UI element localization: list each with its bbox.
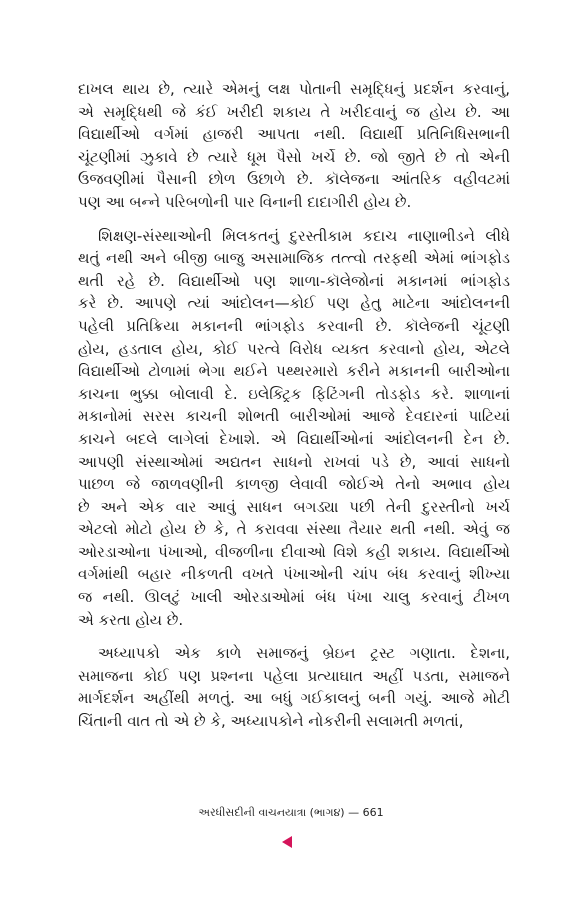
text-line: છે અને એક વાર આવું સાધન બગડ્યા પછી તેની દુરસ્તીનો ખર્ચ [78,497,510,516]
text-line: થતું નથી અને બીજી બાજુ અસામાજિક તત્ત્વો તરફથી એમાં ભાંગફોડ [78,249,510,268]
paragraph [78,642,510,732]
text-line: ચિંતાની વાત તો એ છે કે, અધ્યાપકોને નોકરીની સલામતી મળતાં, [78,712,464,731]
text-line: એટલો મોટો હોય છે કે, તે કરાવવા સંસ્થા તૈયાર થતી નથી. એવું જ [78,520,510,539]
text-line: મકાનોમાં સરસ કાચની શોભતી બારીઓમાં આજે દેવદારનાં પાટિયાં [78,407,510,426]
footer-separator: — [348,806,360,819]
text-line: પણ આ બન્ને પરિબળોની પાર વિનાની દાદાગીરી હોય છે. [78,192,412,211]
page-body [78,78,510,733]
paragraph [78,78,510,214]
page-number: 661 [362,806,384,819]
text-line: કાચના ભુક્કા બોલાવી દે. ઇલેક્ટ્રિક ફિટિંગની તોડફોડ કરે. શાળાનાં [78,384,510,403]
text-line: સમાજના કોઈ પણ પ્રશ્નના પહેલા પ્રત્યાઘાત અહીં પડતા, સમાજને [78,666,510,685]
text-line: થતી રહે છે. વિદ્યાર્થીઓ પણ શાળા-કૉલેજોનાં મકાનમાં ભાંગફોડ [78,271,510,290]
text-line: પાછળ જે જાળવણીની કાળજી લેવાવી જોઈએ તેનો અભાવ હોય [78,475,510,494]
text-line: ઓરડાઓના પંખાઓ, વીજળીના દીવાઓ વિશે કહી શકાય. વિદ્યાર્થીઓ [78,542,510,561]
text-line: માર્ગદર્શન અહીંથી મળતું. આ બધું ગઈકાલનું બની ગયું. આજે મોટી [78,689,510,708]
text-line: વર્ગમાંથી બહાર નીકળતી વખતે પંખાઓની ચાંપ બંધ કરવાનું શીખ્યા [78,565,510,584]
text-line: હોય, હડતાલ હોય, કોઈ પરત્વે વિરોધ વ્યક્ત કરવાનો હોય, એટલે [78,339,510,358]
text-line: કરે છે. આપણે ત્યાં આંદોલન—કોઈ પણ હેતુ માટેના આંદોલનની [78,294,510,313]
text-line: શિક્ષણ-સંસ્થાઓની મિલકતનું દુરસ્તીકામ કદાચ નાણાભીડને લીધે [98,226,510,245]
prev-page-triangle-icon[interactable] [282,836,292,848]
text-line: દાખલ થાય છે, ત્યારે એમનું લક્ષ પોતાની સમૃદ્ધિનું પ્રદર્શન કરવાનું, [78,80,510,98]
text-line: ચૂંટણીમાં ઝુકાવે છે ત્યારે ધૂમ પૈસો ખર્ચે છે. જો જીતે છે તો એની [78,147,510,166]
text-line: વિદ્યાર્થીઓ વર્ગમાં હાજરી આપતા નથી. વિદ્યાર્થી પ્રતિનિધિસભાની [78,125,510,144]
text-line: અધ્યાપકો એક કાળે સમાજનું બ્રેઇન ટ્રસ્ટ ગણાતા. દેશના, [98,644,510,663]
text-line: વિદ્યાર્થીઓ ટોળામાં ભેગા થઈને પથ્થરમારો કરીને મકાનની બારીઓના [78,362,510,381]
text-line: એ સમૃદ્ધિથી જે કંઈ ખરીદી શકાય તે ખરીદવાનું જ હોય છે. આ [78,102,510,121]
text-line: ઉજવણીમાં પૈસાની છોળ ઉછાળે છે. કૉલેજના આંતરિક વહીવટમાં [78,170,510,189]
page-footer [0,806,582,820]
text-line: કાચને બદલે લાગેલાં દેખાશે. એ વિદ્યાર્થીઓનાં આંદોલનની દેન છે. [78,429,510,448]
book-title: અરધીસદીની વાચનયાત્રા (ભાગ૪) [198,806,345,819]
text-line: જ નથી. ઊલટું ખાલી ઓરડાઓમાં બંધ પંખા ચાલુ કરવાનું ટીખળ [78,588,510,607]
text-line: એ કરતા હોય છે. [78,610,184,629]
text-line: પહેલી પ્રતિક્રિયા મકાનની ભાંગફોડ કરવાની છે. કૉલેજની ચૂંટણી [78,316,510,335]
text-line: આપણી સંસ્થાઓમાં અદ્યતન સાધનો રાખવાં પડે છે, આવાં સાધનો [78,452,510,471]
paragraph [78,225,510,632]
